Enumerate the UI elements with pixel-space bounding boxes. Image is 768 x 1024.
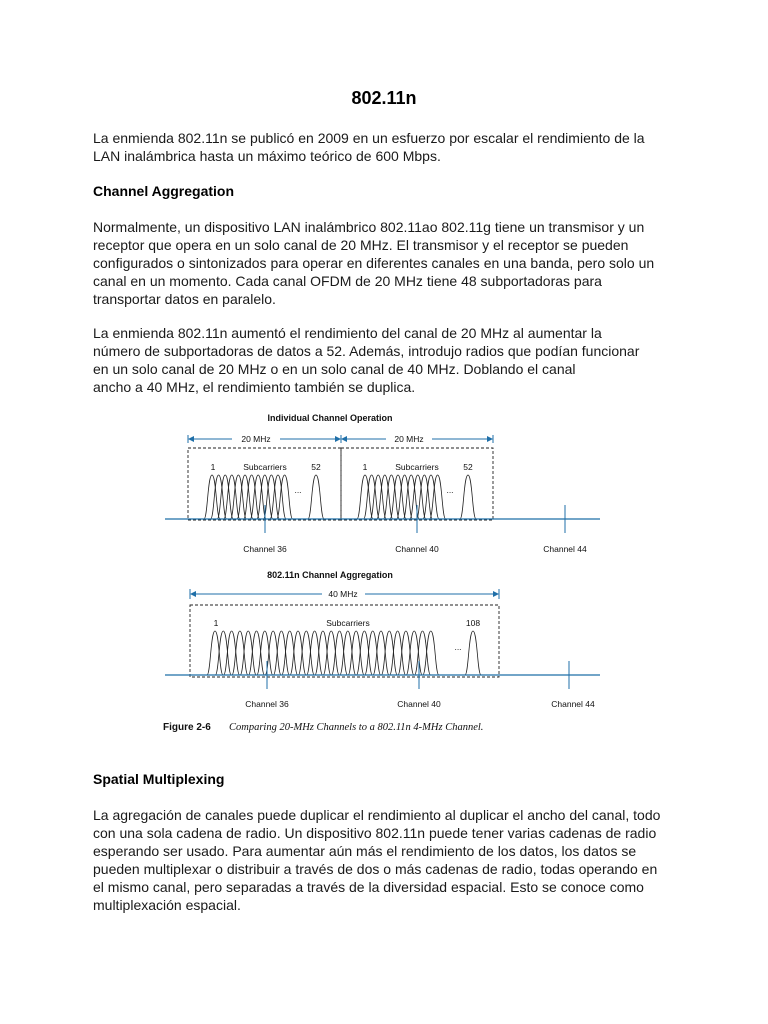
subcarrier-curve-last (465, 631, 481, 675)
subcarrier-first-label: 1 (362, 462, 368, 472)
text-line: receptor que opera en un solo canal de 20 MHz. El transmisor y el receptor se pueden (93, 237, 629, 253)
section-heading-spatial-multiplexing: Spatial Multiplexing (93, 771, 225, 787)
subcarrier-curve (383, 475, 399, 519)
arrowhead (487, 436, 493, 442)
subcarrier-last-label: 52 (463, 462, 473, 472)
arrowhead (341, 436, 347, 442)
subcarrier-curve (204, 475, 220, 519)
text-line: transportar datos en paralelo. (93, 291, 276, 307)
bottom-diagram-title: 802.11n Channel Aggregation (267, 570, 393, 580)
channel-44-label: Channel 44 (543, 544, 587, 554)
subcarrier-curve (230, 475, 246, 519)
subcarrier-first-label: 1 (210, 462, 216, 472)
subcarrier-curve (423, 475, 439, 519)
text-line: en un solo canal de 20 MHz o en un solo canal de 40 MHz. Doblando el canal (93, 361, 576, 377)
text-line: La agregación de canales puede duplicar el rendimiento al duplicar el ancho del canal, todo (93, 807, 661, 823)
subcarrier-curve-last (308, 475, 324, 519)
text-line: configurados o sintonizados para operar en diferentes canales en una banda, pero solo un (93, 255, 655, 271)
section-heading-channel-aggregation: Channel Aggregation (93, 183, 235, 199)
channel-diagram (160, 405, 610, 740)
text-line: pueden multiplexar o distribuir a través de dos o más cadenas de radio, todas operando en (93, 861, 658, 877)
subcarrier-curve (416, 475, 432, 519)
channel-aggregation-paragraph-2 (93, 324, 693, 396)
width-label-20mhz: 20 MHz (394, 434, 424, 444)
text-line: esperando ser usado. Para aumentar aún más el rendimiento de los datos, los datos se (93, 843, 637, 859)
figure-caption: Comparing 20-MHz Channels to a 802.11n 4-MHz Channel. (229, 722, 484, 733)
subcarriers-label: Subcarriers (395, 462, 439, 472)
channel-aggregation-paragraph-1 (93, 218, 693, 308)
subcarrier-last-label: 108 (465, 618, 481, 628)
text-line: Normalmente, un dispositivo LAN inalámbrico 802.11ao 802.11g tiene un transmisor y un (93, 219, 645, 235)
text-line: La enmienda 802.11n aumentó el rendimiento del canal de 20 MHz al aumentar la (93, 325, 602, 341)
top-subcarrier-curves (204, 475, 476, 519)
subcarrier-curve (270, 475, 286, 519)
subcarrier-curve (364, 475, 380, 519)
subcarrier-curve (357, 475, 373, 519)
text-line: con una sola cadena de radio. Un dispositivo 802.11n puede tener varias cadenas de radio (93, 825, 657, 841)
arrowhead (190, 591, 196, 597)
figure-number: Figure 2-6 (163, 722, 211, 733)
text-line: La enmienda 802.11n se publicó en 2009 en un esfuerzo por escalar el rendimiento de la (93, 130, 645, 146)
subcarriers-label: Subcarriers (243, 462, 287, 472)
spatial-multiplexing-paragraph (93, 806, 693, 914)
arrowhead (493, 591, 499, 597)
width-label-20mhz: 20 MHz (241, 434, 271, 444)
subcarrier-curve (244, 475, 260, 519)
subcarrier-ellipsis: ... (454, 642, 462, 652)
subcarrier-ellipsis: ... (446, 485, 454, 495)
subcarrier-curve (410, 475, 426, 519)
bottom-subcarrier-curves (207, 631, 481, 675)
text-line: LAN inalámbrica hasta un máximo teórico de 600 Mbps. (93, 148, 441, 164)
subcarrier-curve (277, 475, 293, 519)
channel-44-label: Channel 44 (551, 699, 595, 709)
text-line: multiplexación espacial. (93, 897, 241, 913)
subcarrier-curve (390, 475, 406, 519)
subcarrier-first-label: 1 (213, 618, 219, 628)
page-title: 802.11n (351, 88, 417, 108)
subcarrier-curve (370, 475, 386, 519)
text-line: número de subportadoras de datos a 52. Además, introdujo radios que podían funcionar (93, 343, 640, 359)
subcarrier-curve (237, 475, 253, 519)
subcarrier-curve (430, 475, 446, 519)
subcarriers-label: Subcarriers (326, 618, 370, 628)
channel-figure (160, 405, 610, 740)
arrowhead (335, 436, 341, 442)
channel-36-label: Channel 36 (245, 699, 289, 709)
intro-paragraph (93, 129, 693, 165)
channel-36-label: Channel 36 (243, 544, 287, 554)
subcarrier-curve-last (460, 475, 476, 519)
channel-40-label: Channel 40 (397, 699, 441, 709)
subcarrier-ellipsis: ... (294, 485, 302, 495)
subcarrier-curve (397, 475, 413, 519)
subcarrier-curve (377, 475, 393, 519)
top-diagram-title: Individual Channel Operation (267, 413, 393, 423)
subcarrier-curve (263, 475, 279, 519)
text-line: ancho a 40 MHz, el rendimiento también se duplica. (93, 379, 416, 395)
subcarrier-curve (211, 475, 227, 519)
width-label-40mhz: 40 MHz (328, 589, 358, 599)
arrowhead (188, 436, 194, 442)
channel-40-label: Channel 40 (395, 544, 439, 554)
subcarrier-last-label: 52 (311, 462, 321, 472)
text-line: el mismo canal, pero separadas a través de la diversidad espacial. Esto se conoce como (93, 879, 644, 895)
subcarrier-curve (224, 475, 240, 519)
text-line: canal en un momento. Cada canal OFDM de 20 MHz tiene 48 subportadoras para (93, 273, 602, 289)
subcarrier-curve (217, 475, 233, 519)
subcarrier-curve (250, 475, 266, 519)
